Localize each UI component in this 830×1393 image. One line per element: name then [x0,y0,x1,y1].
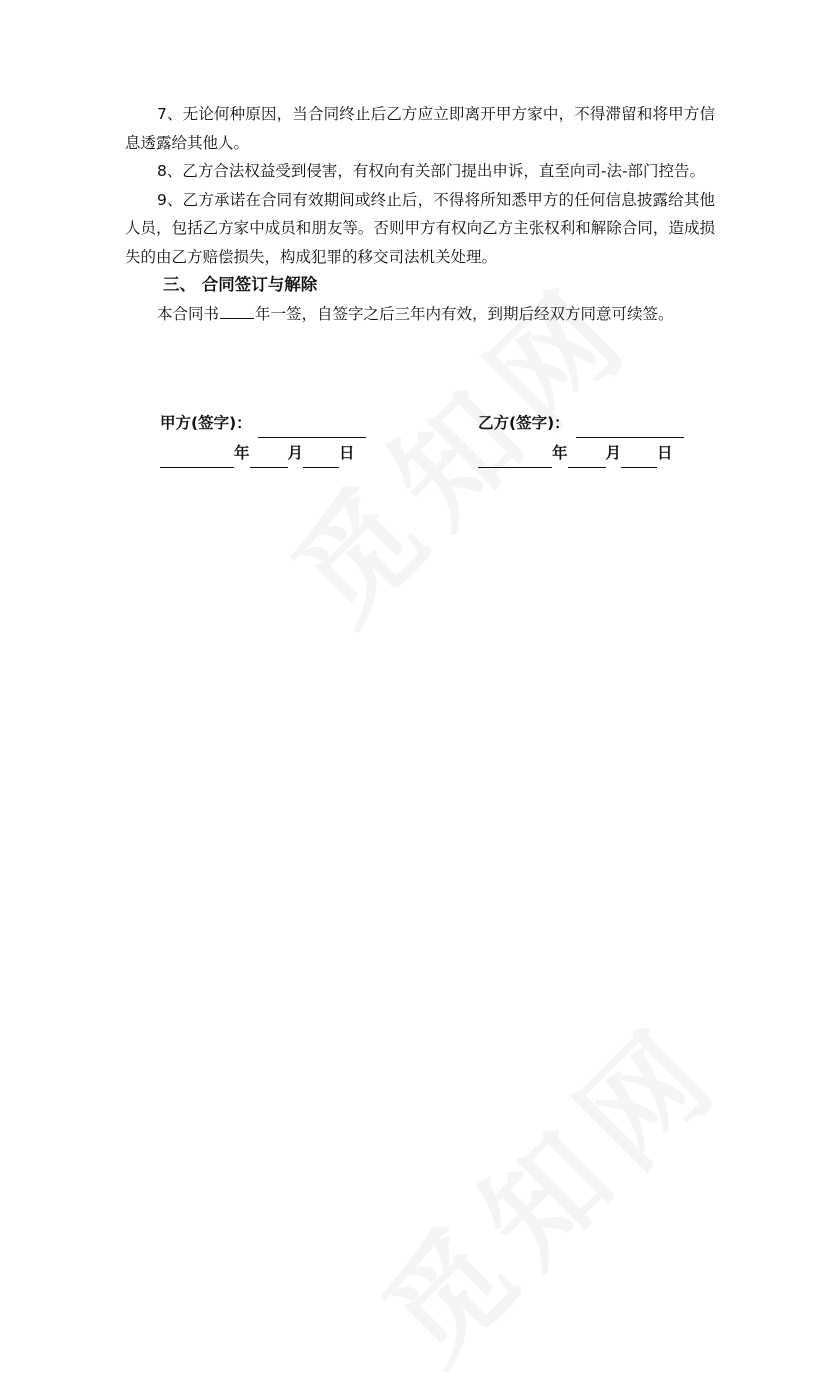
party-a-month-blank[interactable] [250,449,288,468]
term-suffix: 年一签，自签字之后三年内有效，到期后经双方同意可续签。 [255,305,674,323]
party-a-signature-block [160,408,366,468]
party-b-signature-block [478,408,684,468]
party-a-year-blank[interactable] [160,449,234,468]
clause-7: 7、无论何种原因，当合同终止后乙方应立即离开甲方家中，不得滞留和将甲方信息透露给其他人。 [125,105,715,152]
term-prefix: 本合同书 [157,305,220,323]
contract-body [125,100,715,329]
party-b-day-blank[interactable] [621,449,657,468]
party-a-signature-line[interactable] [258,419,366,438]
party-a-day-label: 日 [339,444,355,462]
watermark-bottom [340,979,754,1393]
section-3-heading: 三、 合同签订与解除 [163,275,318,294]
party-a-label: 甲方(签字)： [160,414,252,432]
clause-9: 9、乙方承诺在合同有效期间或终止后，不得将所知悉甲方的任何信息披露给其他人员，包括乙方家中成员和朋友等。否则甲方有权向乙方主张权利和解除合同，造成损失的由乙方赔偿损失，构成犯罪的移交司法机关处理。 [125,190,715,266]
party-a-day-blank[interactable] [303,449,339,468]
contract-term-line [125,299,715,329]
party-b-month-label: 月 [605,444,622,462]
party-b-day-label: 日 [657,444,673,462]
party-a-month-label: 月 [287,444,304,462]
party-b-signature-line[interactable] [576,419,684,438]
party-b-month-blank[interactable] [568,449,606,468]
clause-8: 8、乙方合法权益受到侵害，有权向有关部门提出申诉，直至向司-法-部门控告。 [157,162,706,180]
party-b-year-blank[interactable] [478,449,552,468]
term-years-blank[interactable] [220,302,254,319]
party-b-year-label: 年 [552,444,568,462]
party-b-label: 乙方(签字)： [478,414,570,432]
party-a-year-label: 年 [234,444,250,462]
